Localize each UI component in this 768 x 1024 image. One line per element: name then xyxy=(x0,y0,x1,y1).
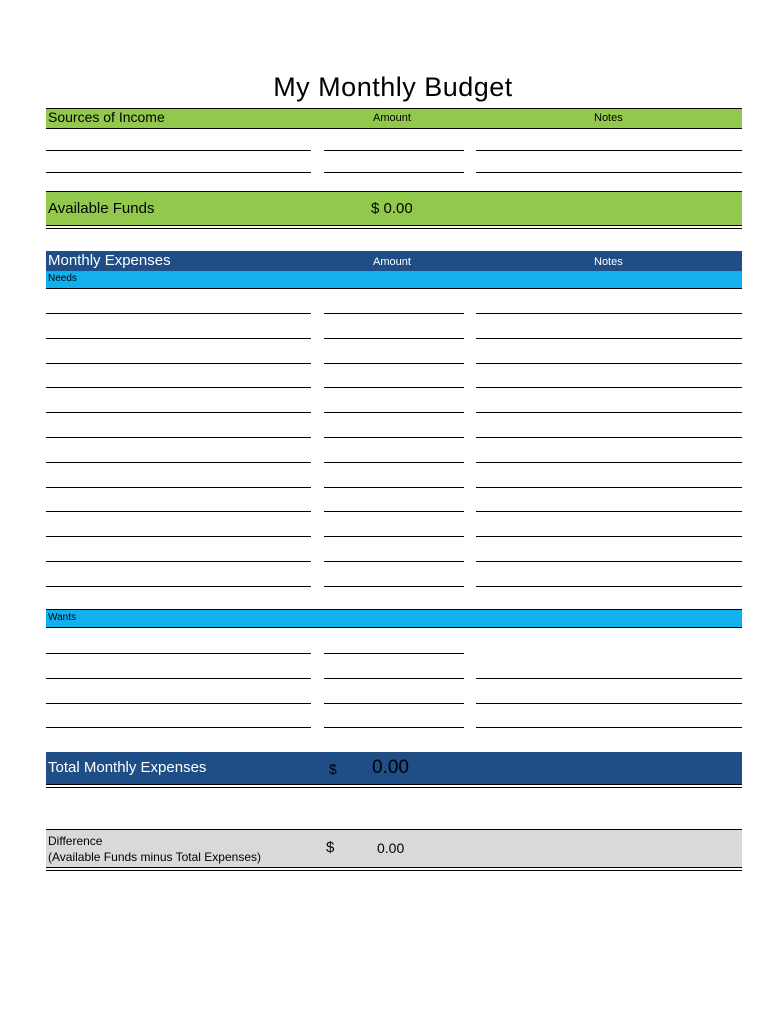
expenses-amount-header: Amount xyxy=(373,256,411,268)
needs-subheader-bar xyxy=(46,271,742,288)
needs-amount-line[interactable] xyxy=(324,387,464,388)
needs-notes-line[interactable] xyxy=(476,511,742,512)
income-notes-line[interactable] xyxy=(476,172,742,173)
needs-amount-line[interactable] xyxy=(324,586,464,587)
needs-amount-line[interactable] xyxy=(324,437,464,438)
income-notes-header: Notes xyxy=(594,112,623,124)
needs-notes-line[interactable] xyxy=(476,462,742,463)
needs-item-line[interactable] xyxy=(46,387,311,388)
needs-item-line[interactable] xyxy=(46,412,311,413)
needs-amount-line[interactable] xyxy=(324,412,464,413)
needs-notes-line[interactable] xyxy=(476,536,742,537)
needs-notes-line[interactable] xyxy=(476,586,742,587)
income-notes-line[interactable] xyxy=(476,150,742,151)
difference-double-rule xyxy=(46,867,742,871)
difference-label: Difference xyxy=(48,834,103,848)
wants-notes-line[interactable] xyxy=(476,703,742,704)
available-funds-bar xyxy=(46,192,742,225)
page-title: My Monthly Budget xyxy=(273,72,513,102)
difference-value: 0.00 xyxy=(377,840,405,856)
needs-notes-line[interactable] xyxy=(476,387,742,388)
needs-amount-line[interactable] xyxy=(324,313,464,314)
total-expenses-currency: $ xyxy=(329,761,337,777)
wants-item-line[interactable] xyxy=(46,678,311,679)
needs-amount-line[interactable] xyxy=(324,487,464,488)
income-header-label: Sources of Income xyxy=(48,109,165,125)
needs-item-line[interactable] xyxy=(46,338,311,339)
needs-amount-line[interactable] xyxy=(324,511,464,512)
wants-item-line[interactable] xyxy=(46,703,311,704)
needs-item-line[interactable] xyxy=(46,511,311,512)
needs-item-line[interactable] xyxy=(46,313,311,314)
needs-item-line[interactable] xyxy=(46,561,311,562)
wants-item-line[interactable] xyxy=(46,727,311,728)
needs-amount-line[interactable] xyxy=(324,462,464,463)
needs-notes-line[interactable] xyxy=(476,313,742,314)
needs-amount-line[interactable] xyxy=(324,363,464,364)
income-amount-header: Amount xyxy=(373,112,411,124)
income-header-bar xyxy=(46,109,742,128)
needs-amount-line[interactable] xyxy=(324,338,464,339)
expenses-notes-header: Notes xyxy=(594,256,623,268)
needs-notes-line[interactable] xyxy=(476,338,742,339)
needs-item-line[interactable] xyxy=(46,462,311,463)
needs-item-line[interactable] xyxy=(46,536,311,537)
expenses-header-label: Monthly Expenses xyxy=(48,252,171,269)
total-expenses-label: Total Monthly Expenses xyxy=(48,759,207,776)
wants-notes-line[interactable] xyxy=(476,678,742,679)
difference-sublabel: (Available Funds minus Total Expenses) xyxy=(48,850,261,864)
wants-amount-line[interactable] xyxy=(324,703,464,704)
needs-amount-line[interactable] xyxy=(324,561,464,562)
needs-item-line[interactable] xyxy=(46,487,311,488)
wants-subheader-bar xyxy=(46,610,742,627)
needs-item-line[interactable] xyxy=(46,363,311,364)
income-item-line[interactable] xyxy=(46,150,311,151)
income-bottom-rule xyxy=(46,128,742,129)
wants-amount-line[interactable] xyxy=(324,678,464,679)
needs-notes-line[interactable] xyxy=(476,412,742,413)
difference-currency: $ xyxy=(326,839,335,856)
total-double-rule xyxy=(46,784,742,788)
difference-bar xyxy=(46,830,742,867)
needs-amount-line[interactable] xyxy=(324,536,464,537)
needs-notes-line[interactable] xyxy=(476,437,742,438)
total-expenses-value: 0.00 xyxy=(372,757,409,778)
income-amount-line[interactable] xyxy=(324,150,464,151)
income-amount-line[interactable] xyxy=(324,172,464,173)
available-funds-label: Available Funds xyxy=(48,200,155,217)
needs-notes-line[interactable] xyxy=(476,561,742,562)
wants-bottom-rule xyxy=(46,627,742,628)
total-expenses-bar xyxy=(46,752,742,784)
needs-label: Needs xyxy=(48,273,77,284)
needs-notes-line[interactable] xyxy=(476,487,742,488)
income-item-line[interactable] xyxy=(46,172,311,173)
needs-item-line[interactable] xyxy=(46,437,311,438)
needs-bottom-rule xyxy=(46,288,742,289)
available-funds-value: $ 0.00 xyxy=(371,200,413,217)
wants-amount-line[interactable] xyxy=(324,653,464,654)
wants-notes-line[interactable] xyxy=(476,727,742,728)
expenses-header-bar xyxy=(46,251,742,271)
wants-label: Wants xyxy=(48,612,76,623)
wants-item-line[interactable] xyxy=(46,653,311,654)
needs-notes-line[interactable] xyxy=(476,363,742,364)
needs-item-line[interactable] xyxy=(46,586,311,587)
available-double-rule xyxy=(46,225,742,229)
wants-amount-line[interactable] xyxy=(324,727,464,728)
